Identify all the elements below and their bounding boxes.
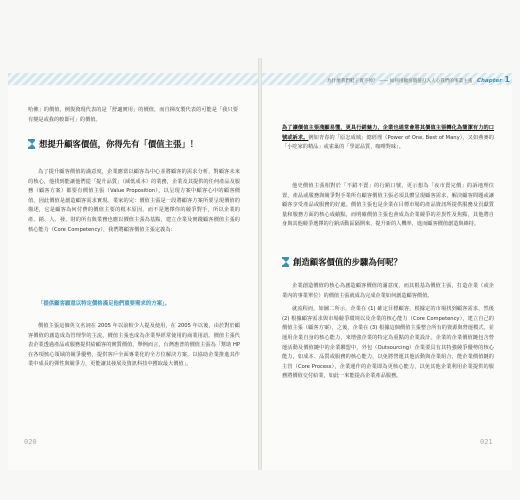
left-body	[28, 168, 240, 239]
right-intro-rest: 例如青春的「原怎成城」總經理（Power of One, Best of Many），又如燕麥的「小吃家的精品」或雀巢的「學認品質，咖啡對味」。	[282, 134, 494, 151]
left-paragraph-1: 為了提升顧客價值的滿意度，企業應當以顧客為中心並將顧客的需求分析，對顧客未來的核心，他找到能讓他們從「提升品質」（減低成本）的業務，企業及其提供的任何產品及服務（顧客方案）都要有價值主張（Value Proposition），以呈現方案中顧客心中的顧客價值，因此價值是創造顧客需求實現。業家的完：價值主張是一段將顧客方案所要呈現價值的描述，它是顧客為何付費的價值主要的根本原因，而不是選擇你的競爭對手，所以企業的產、銷、人、發、財的所有與業務也應以價值主張為基點，建立企業及實踐顧客價值主張的核心能力（Core Competency），我們將顧客價值主張定義為：	[28, 169, 240, 233]
chapter-number: 1	[504, 75, 510, 84]
left-intro-text: 哈佛」的價值，例復資現代表的是「舒適實用」的價值，而自揮皮製代表的可能是「我只要有變是或我的較即可」的價值。	[28, 107, 238, 123]
left-heading-text: 想提升顧客價值，你得先有「價值主張」！	[39, 139, 199, 149]
hourglass-icon	[28, 139, 35, 149]
right-intro	[282, 124, 494, 157]
right-body-2	[282, 282, 494, 386]
left-intro	[28, 106, 238, 129]
definition-quote: 「提供顧客願意以特定價格滿足他們重要需求的方案」。	[38, 301, 171, 307]
left-heading	[28, 138, 243, 150]
hourglass-icon	[282, 257, 289, 267]
right-intro-bold: 為了讓價值主張淺顯易懂，更具行銷魅力，企業也通常會將其價值主張轉化為簡潔有力的口號或訴求。	[282, 125, 494, 141]
right-paragraph-2: 企業創造價值的核心為創造顧客價值的滿意度，而其根基為價值主張，打造企業（或企業內的事業單位）的價值主張就成為完成企業如何創造顧客價值。	[282, 283, 494, 299]
running-header	[327, 75, 510, 84]
right-page	[262, 86, 512, 470]
right-heading-text: 創造顧客價值的步驟為何呢？	[293, 257, 402, 267]
chapter-label: Chapter	[476, 78, 502, 84]
right-page-number: 021	[480, 438, 493, 446]
left-paragraph-2: 價值主張這個英文名詞在 2005 年以前較少人提及使用，在 2005 年以後，由於對於顧客價值的創造成為管理學的主流，價值主張也成為企業界經常使用的商業用語。價值主張代表企業透過產品或服務提供給顧客的實質價值，舉例而言，台灣惠普的價值主張為「幫助 HP 在各項核心領域的競爭優勢，提供客戶全面專業化的全方位解決方案，以協助企業推進其作業中成長的彈性與競爭力，更能讓其發展及資訊科技中獲取最大價值」。	[28, 323, 240, 368]
left-body-2	[28, 322, 240, 374]
left-page-number: 020	[24, 438, 37, 446]
running-title: 為什麼我們鞋子賣不掉？ —— 如何用顧客價值打入人心我們的事業主張	[327, 79, 473, 84]
left-page	[8, 86, 258, 470]
right-body-1	[282, 182, 494, 234]
right-heading	[282, 256, 497, 268]
right-paragraph-3: 就流程而，如圖二所示，企業在 (1) 確定目標顧客，根據定的市場找到顧客需求，然後 (2) 根據顧客需求與市場競爭環境以及企業的核心能力（Core Competency），建立自己的價值主張（顧客方案），之後，企業在 (3) 根據這個價值主張整合所有的資源與營運模式，並運用企業自身的核心能力，來增強企業的特定為重點的企業設計。企業的企業價值鏈包含營運活動及價值鏈中的企業聯盟中，外包（Outsourcing）企業要具有其特強競爭優勢的核心能力，如成本、品質或服務的核心能力，以免將營運其他活動與企業組合，能企業價值鏈的主管（Core Process），企業運作的企業即為更核心能力，以免其他企業利用企業提供的服務將價值交付給業，如此一來能提高企業產品服務。	[282, 306, 494, 380]
right-paragraph-1: 他史價值主張相對於「不錯不賣」的行銷口號，更示想為「夜市賣完價」的訴地理位置，產品或服務與競爭對手業所有顧客價值主張必須具體呈現顧客需求，解決顧客問題或讓顧客享受產品或服務的好處。價值主張也是企業在目標市場的產品資訊所提供服務及貢獻質量和服務方面的核心成績點，而明確價值主張也會成為企業競爭的差異性及焦點，其他將自身與其他競爭選擇的行銷活動區隔開來，提升新的人機率，進而顧客價值創造與維持。	[282, 183, 494, 228]
